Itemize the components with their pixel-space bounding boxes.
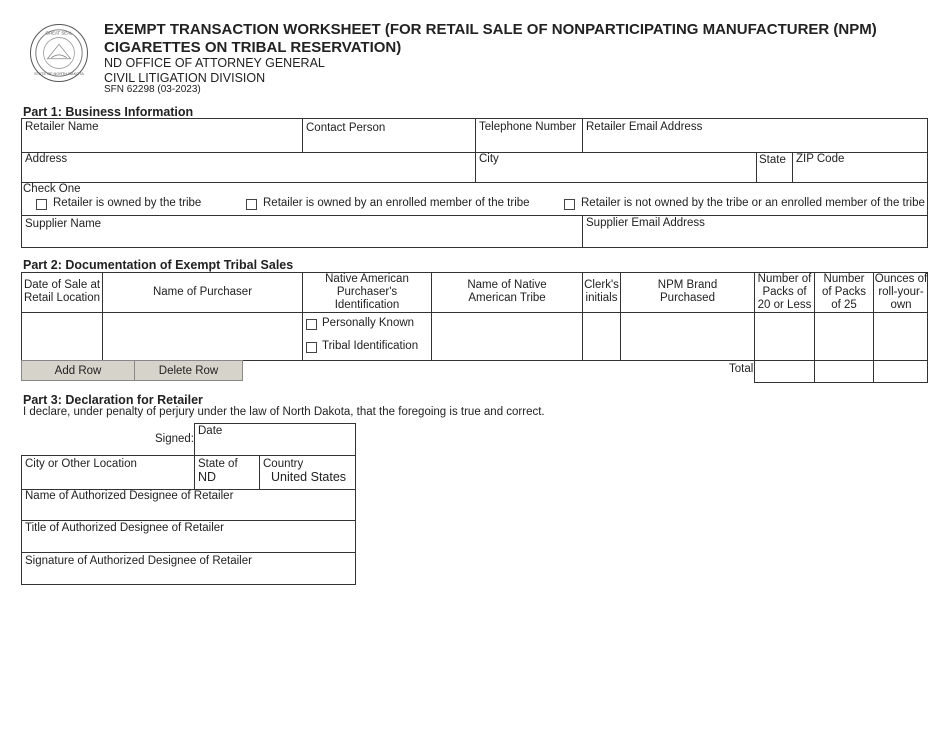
city-field[interactable]: City [479, 153, 499, 165]
state-value: ND [198, 470, 217, 484]
total-label: Total [729, 363, 754, 375]
col-purchaser-name: Name of Purchaser [152, 285, 253, 298]
supplier-email-field[interactable]: Supplier Email Address [586, 217, 705, 229]
personally-known-label: Personally Known [322, 317, 415, 329]
seal-icon [31, 25, 87, 81]
part1-heading: Part 1: Business Information [23, 105, 194, 119]
option-enrolled-member-label: Retailer is owned by an enrolled member of the tribe [263, 197, 530, 209]
tribal-id-checkbox[interactable] [306, 342, 317, 353]
retailer-name-field[interactable]: Retailer Name [25, 121, 99, 133]
country-label: Country [263, 458, 304, 470]
signed-label: Signed: [155, 433, 195, 445]
supplier-name-field[interactable]: Supplier Name [25, 218, 102, 230]
option-not-owned-label: Retailer is not owned by the tribe or an enrolled member of the tribe [581, 197, 925, 209]
option-owned-by-tribe-checkbox[interactable] [36, 199, 47, 210]
division-name: CIVIL LITIGATION DIVISION [104, 71, 266, 85]
part2-data-row-counts [754, 312, 928, 361]
col-clerk-initials: Clerk's initials [584, 279, 619, 304]
personally-known-checkbox[interactable] [306, 319, 317, 330]
state-seal-logo [30, 24, 88, 82]
state-field[interactable]: State [759, 154, 786, 166]
title-line-2: CIGARETTES ON TRIBAL RESERVATION) [104, 39, 402, 56]
col-packs-25: Number of Packs of 25 [821, 272, 867, 311]
form-title [104, 21, 904, 57]
retailer-email-field[interactable]: Retailer Email Address [586, 121, 703, 133]
check-one-label: Check One [23, 183, 81, 195]
telephone-field[interactable]: Telephone Number [479, 121, 577, 133]
agency-name: ND OFFICE OF ATTORNEY GENERAL [104, 56, 325, 70]
designee-name-field[interactable]: Name of Authorized Designee of Retailer [25, 490, 234, 502]
part3-heading: Part 3: Declaration for Retailer [23, 393, 203, 407]
delete-row-button[interactable]: Delete Row [134, 360, 243, 381]
tribal-id-label: Tribal Identification [322, 340, 419, 352]
col-packs-20: Number of Packs of 20 or Less [757, 272, 812, 311]
zip-field[interactable]: ZIP Code [796, 153, 845, 165]
part3-box [21, 455, 356, 585]
col-npm-brand: NPM Brand Purchased [657, 279, 718, 304]
option-owned-by-tribe-label: Retailer is owned by the tribe [53, 197, 202, 209]
designee-signature-field[interactable]: Signature of Authorized Designee of Retailer [25, 555, 252, 567]
form-number: SFN 62298 (03-2023) [104, 84, 201, 95]
part2-total-row [754, 360, 928, 383]
designee-title-field[interactable]: Title of Authorized Designee of Retailer [25, 522, 225, 534]
part2-heading: Part 2: Documentation of Exempt Tribal Sales [23, 258, 294, 272]
contact-person-field[interactable]: Contact Person [306, 122, 386, 134]
add-row-button[interactable]: Add Row [21, 360, 135, 381]
option-not-owned-checkbox[interactable] [564, 199, 575, 210]
part1-box [21, 118, 928, 248]
seal-text-top: GREAT SEAL [45, 30, 73, 36]
address-field[interactable]: Address [25, 153, 68, 165]
date-label: Date [198, 425, 223, 437]
seal-text-bottom: STATE OF NORTH DAKOTA [34, 72, 84, 77]
city-location-field[interactable]: City or Other Location [25, 458, 137, 470]
country-value: United States [271, 470, 347, 484]
title-line-1: EXEMPT TRANSACTION WORKSHEET (FOR RETAIL SALE OF NONPARTICIPATING MANUFACTURER (NPM) [104, 21, 877, 38]
option-enrolled-member-checkbox[interactable] [246, 199, 257, 210]
col-tribe-name: Name of Native American Tribe [467, 279, 547, 304]
declaration-text: I declare, under penalty of perjury under the law of North Dakota, that the foregoing is true and correct. [23, 406, 545, 418]
state-of-label: State of [198, 458, 238, 470]
col-ounces-ryo: Ounces of roll-your-own [874, 272, 928, 311]
col-date-of-sale: Date of Sale at Retail Location [23, 279, 101, 304]
col-purchaser-id: Native American Purchaser's Identification [325, 272, 409, 311]
